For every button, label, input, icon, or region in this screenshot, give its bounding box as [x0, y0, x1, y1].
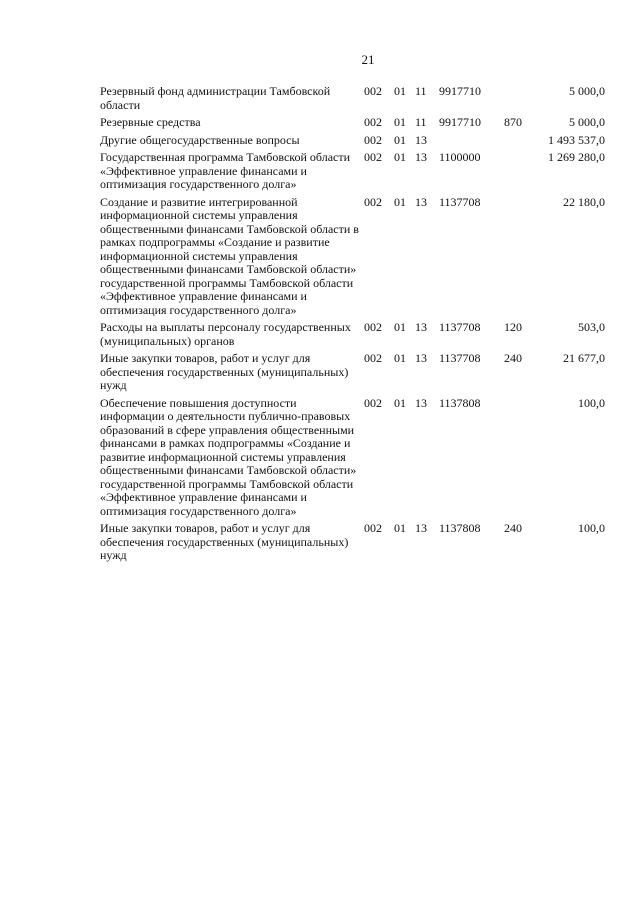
- subsection-code: 13: [415, 521, 427, 535]
- amount: 5 000,0: [569, 84, 605, 98]
- expense-name: Государственная программа Тамбовской области «Эффективное управление финансами и оптимизация государственного долга»: [100, 150, 351, 191]
- amount: 503,0: [578, 320, 605, 334]
- amount: 100,0: [578, 395, 605, 410]
- subsection-code: 13: [415, 194, 427, 209]
- department-code: 002: [364, 84, 382, 98]
- section-code: 01: [394, 320, 406, 334]
- target-article-code: 1100000: [439, 150, 481, 164]
- subsection-code: 13: [415, 351, 427, 365]
- amount: 1 493 537,0: [548, 132, 605, 147]
- page-number: 21: [361, 52, 375, 67]
- subsection-code: 13: [415, 320, 427, 334]
- section-code: 01: [394, 150, 406, 164]
- expense-type-code: 870: [504, 115, 522, 129]
- table-row: [100, 196, 605, 318]
- table-row: [100, 522, 605, 563]
- department-code: 002: [364, 132, 382, 147]
- department-code: 002: [364, 194, 382, 209]
- amount: 22 180,0: [563, 194, 605, 209]
- amount: 100,0: [578, 521, 605, 535]
- expense-name: Иные закупки товаров, работ и услуг для обеспечения государственных (муниципальных) нужд: [100, 351, 349, 392]
- table-row: [100, 397, 605, 519]
- department-code: 002: [364, 150, 382, 164]
- expense-name: Резервные средства: [100, 115, 201, 129]
- expense-type-code: 120: [504, 320, 522, 334]
- expense-type-code: 240: [504, 351, 522, 365]
- amount: 5 000,0: [569, 115, 605, 129]
- expense-name: Создание и развитие интегрированной информационной системы управления общественными финансами Тамбовской области в рамках подпрограммы «Создание и развитие информационной системы управления общественными финансами Тамбовской области» государственной программы Тамбовской области «Эффективное управление финансами и оптимизация государственного долга»: [100, 194, 359, 317]
- expense-type-code: 240: [504, 521, 522, 535]
- target-article-code: 1137708: [439, 194, 481, 209]
- target-article-code: 1137808: [439, 395, 481, 410]
- department-code: 002: [364, 351, 382, 365]
- target-article-code: 1137708: [439, 320, 481, 334]
- expense-name: Расходы на выплаты персоналу государственных (муниципальных) органов: [100, 320, 351, 348]
- expense-name: Другие общегосударственные вопросы: [100, 132, 300, 147]
- subsection-code: 13: [415, 132, 427, 147]
- subsection-code: 11: [415, 84, 427, 98]
- section-code: 01: [394, 132, 406, 147]
- subsection-code: 11: [415, 115, 427, 129]
- table-row: [100, 116, 605, 130]
- department-code: 002: [364, 320, 382, 334]
- target-article-code: 9917710: [439, 84, 481, 98]
- table-row: [100, 134, 605, 148]
- expense-name: Резервный фонд администрации Тамбовской области: [100, 84, 331, 112]
- department-code: 002: [364, 115, 382, 129]
- table-row: [100, 352, 605, 393]
- section-code: 01: [394, 84, 406, 98]
- table-row: [100, 321, 605, 348]
- section-code: 01: [394, 115, 406, 129]
- department-code: 002: [364, 395, 382, 410]
- subsection-code: 13: [415, 395, 427, 410]
- amount: 21 677,0: [563, 351, 605, 365]
- department-code: 002: [364, 521, 382, 535]
- amount: 1 269 280,0: [548, 150, 605, 164]
- section-code: 01: [394, 351, 406, 365]
- target-article-code: 1137808: [439, 521, 481, 535]
- expense-name: Обеспечение повышения доступности информации о деятельности публично-правовых образований в сфере управления общественными финансами в рамках подпрограммы «Создание и развитие информационной системы управления общественными финансами Тамбовской области» государственной программы Тамбовской области «Эффективное управление финансами и оптимизация государственного долга»: [100, 395, 357, 518]
- subsection-code: 13: [415, 150, 427, 164]
- target-article-code: 1137708: [439, 351, 481, 365]
- table-row: [100, 151, 605, 192]
- expense-name: Иные закупки товаров, работ и услуг для обеспечения государственных (муниципальных) нужд: [100, 521, 349, 562]
- target-article-code: 9917710: [439, 115, 481, 129]
- section-code: 01: [394, 194, 406, 209]
- section-code: 01: [394, 521, 406, 535]
- budget-table: [100, 85, 605, 567]
- section-code: 01: [394, 395, 406, 410]
- table-row: [100, 85, 605, 112]
